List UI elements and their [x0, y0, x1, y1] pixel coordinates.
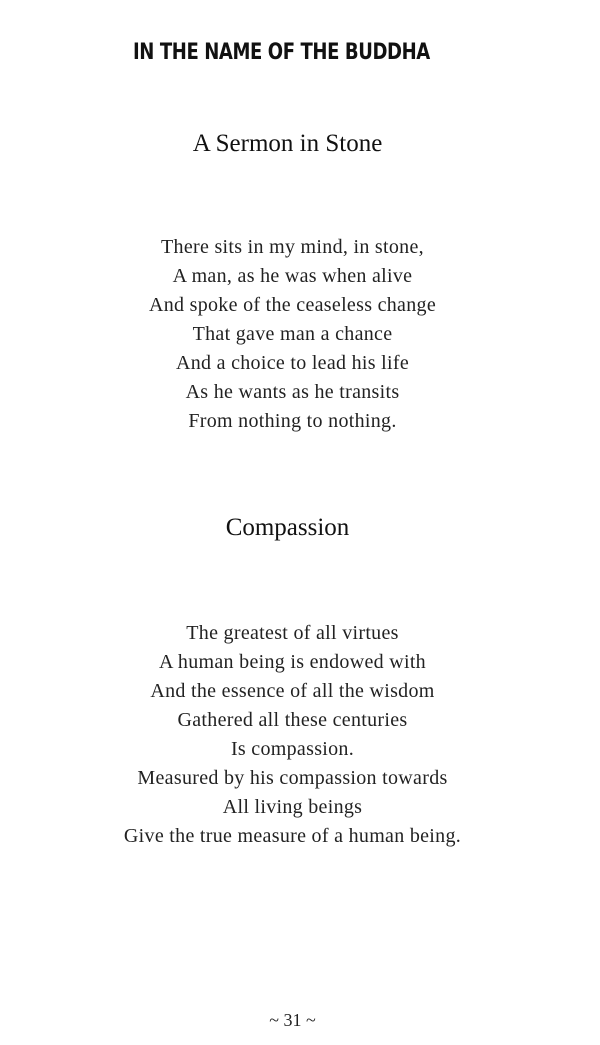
verse-line: Measured by his compassion towards: [137, 767, 448, 789]
poem-body-compassion: [0, 619, 585, 851]
poem-body-sermon-in-stone: [0, 233, 585, 436]
verse-line: From nothing to nothing.: [188, 410, 397, 432]
verse-line: The greatest of all virtues: [186, 622, 399, 644]
verse-line: Is compassion.: [230, 738, 355, 760]
verse-line: And spoke of the ceaseless change: [148, 294, 437, 316]
verse-line: And a choice to lead his life: [175, 352, 410, 374]
verse-line: As he wants as he transits: [185, 381, 400, 403]
verse-line: A human being is endowed with: [158, 651, 426, 673]
verse-line: Give the true measure of a human being.: [123, 825, 462, 847]
verse-line: All living beings: [222, 796, 363, 818]
poem-title-compassion: Compassion: [225, 514, 350, 541]
poem-title-sermon-in-stone: A Sermon in Stone: [192, 130, 383, 157]
verse-line: There sits in my mind, in stone,: [161, 236, 424, 258]
verse-line: Gathered all these centuries: [177, 709, 408, 731]
verse-line: That gave man a chance: [192, 323, 393, 345]
page-number: ~ 31 ~: [269, 1010, 316, 1030]
verse-line: A man, as he was when alive: [172, 265, 413, 287]
running-head: IN THE NAME OF THE BUDDHA: [133, 40, 430, 65]
verse-line: And the essence of all the wisdom: [150, 680, 435, 702]
